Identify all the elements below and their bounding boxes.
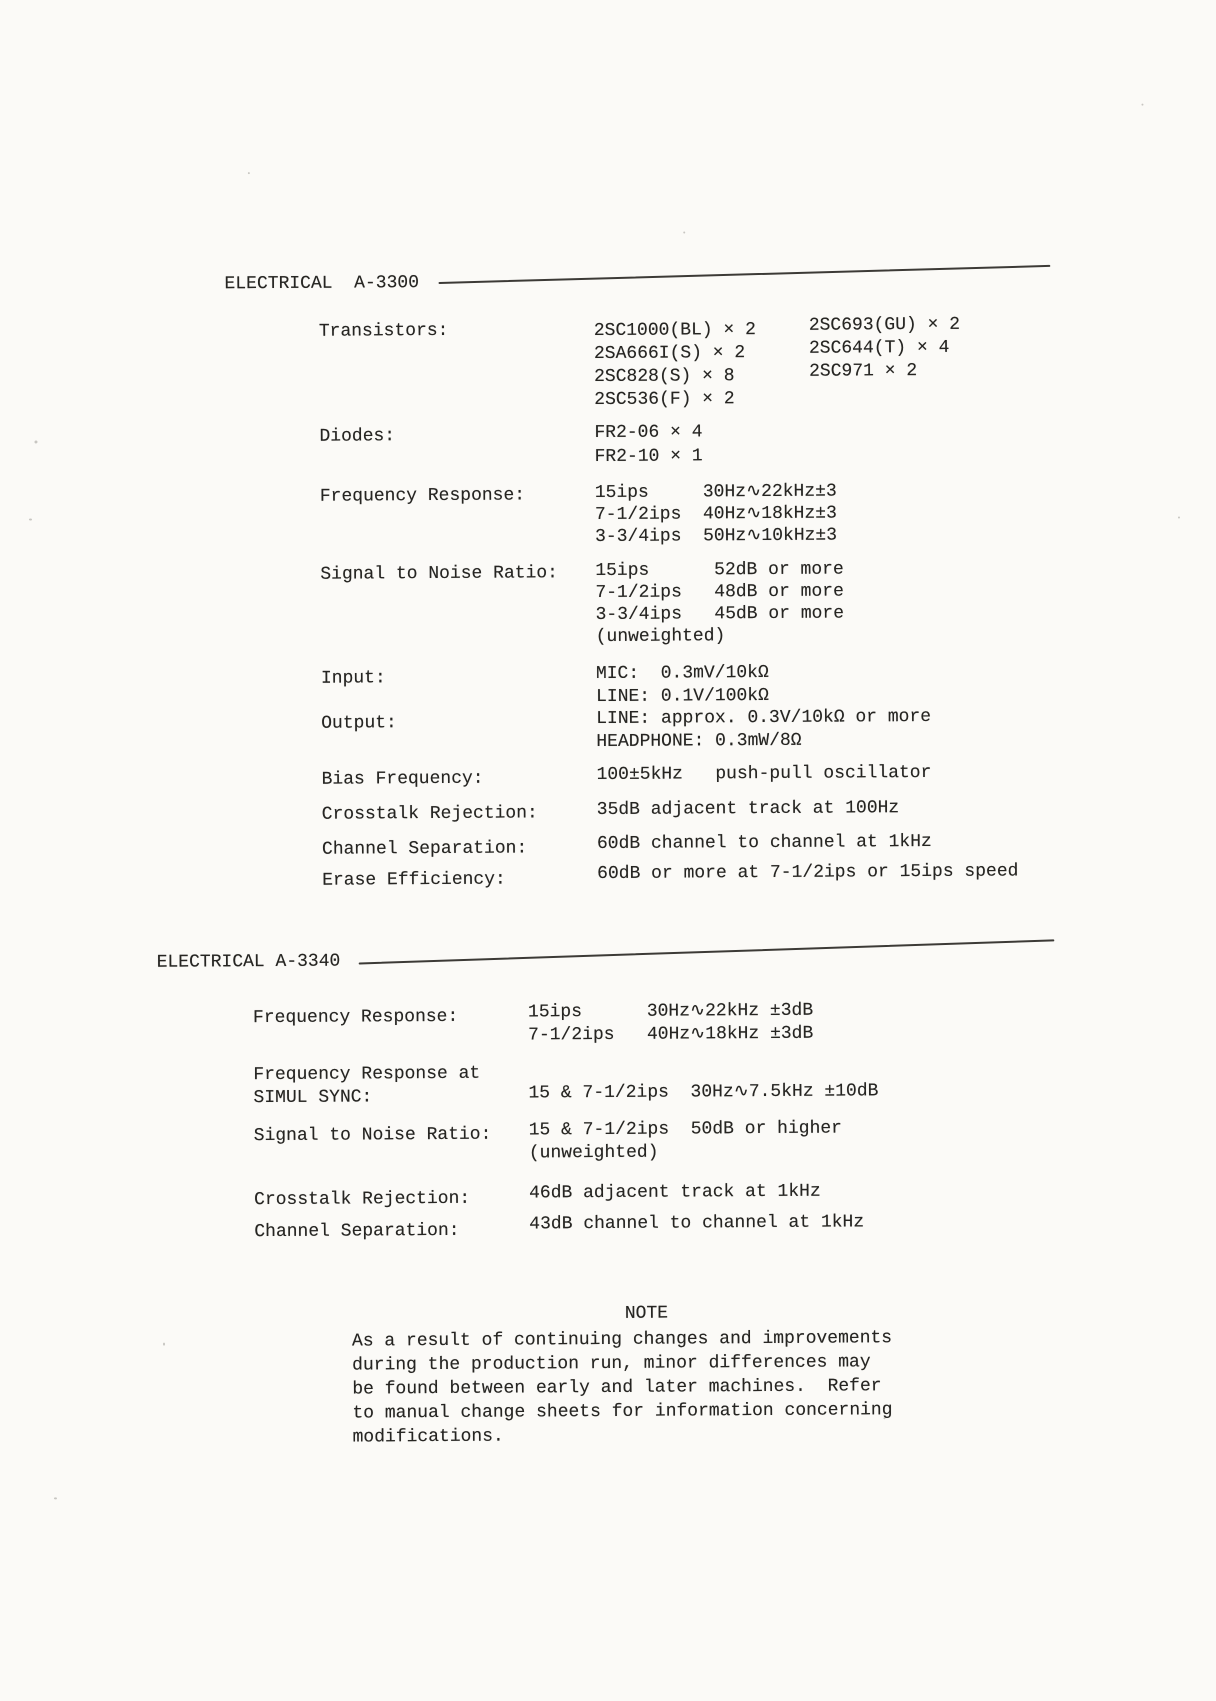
spec-line: 3-3/4ips 45dB or more [595, 603, 845, 626]
fr-simul-value: 15 & 7-1/2ips 30Hz∿7.5kHz ±10dB [528, 1081, 879, 1104]
spec-line: MIC: 0.3mV/10kΩ [595, 662, 769, 685]
frequency-response-label: Frequency Response: [319, 485, 526, 507]
crosstalk-rejection-value: 35dB adjacent track at 100Hz [596, 798, 900, 821]
transistor-item: 2SC644(T) × 4 [808, 337, 950, 359]
note-line: be found between early and later machines. Refer [352, 1376, 882, 1400]
spec-line: LINE: 0.1V/100kΩ [596, 685, 769, 708]
diode-item: FR2-06 × 4 [594, 422, 703, 444]
section-rule-a3300 [439, 265, 1051, 284]
scan-speck [54, 1497, 57, 1499]
bias-frequency-label: Bias Frequency: [321, 768, 484, 790]
output-values [596, 706, 931, 754]
erase-efficiency-label: Erase Efficiency: [322, 869, 506, 891]
scan-speck [1178, 516, 1180, 518]
spec-line: (unweighted) [528, 1142, 659, 1164]
label-line: SIMUL SYNC: [253, 1087, 373, 1109]
diodes-label: Diodes: [319, 426, 396, 447]
scan-speck [29, 518, 32, 520]
spec-line: 7-1/2ips 40Hz∿18kHz±3 [594, 503, 837, 526]
note-line: to manual change sheets for information concerning [352, 1400, 893, 1424]
spec-line: LINE: approx. 0.3V/10kΩ or more [596, 706, 932, 730]
section-title-a3300: ELECTRICAL A-3300 [224, 273, 420, 295]
label-line: Frequency Response at [253, 1063, 481, 1086]
scan-speck [883, 1417, 885, 1419]
transistors-label: Transistors: [318, 320, 449, 342]
scan-speck [1141, 104, 1143, 106]
transistor-item: 2SC693(GU) × 2 [808, 314, 961, 336]
note-line: during the production run, minor differences may [352, 1352, 871, 1376]
channel-separation-value: 60dB channel to channel at 1kHz [596, 831, 932, 855]
snr2-values [529, 1118, 843, 1166]
crosstalk2-value: 46dB adjacent track at 1kHz [529, 1181, 821, 1204]
scan-speck [34, 440, 37, 443]
spec-line: 15ips 30Hz∿22kHz±3 [594, 481, 837, 504]
transistors-column-1 [594, 319, 757, 412]
spec-line: HEADPHONE: 0.3mW/8Ω [596, 730, 802, 753]
note-paragraph [352, 1326, 893, 1449]
spec-line: 7-1/2ips 48dB or more [595, 581, 844, 604]
input-label: Input: [320, 668, 386, 689]
diodes-values [594, 420, 702, 469]
note-line: modifications. [352, 1426, 504, 1448]
scan-speck [163, 1343, 165, 1346]
transistor-item: 2SC828(S) × 8 [594, 366, 735, 388]
transistor-item: 2SC1000(BL) × 2 [593, 320, 756, 342]
crosstalk-rejection-label: Crosstalk Rejection: [321, 803, 538, 825]
transistor-item: 2SC536(F) × 2 [594, 389, 735, 411]
spec-line: 15ips 30Hz∿22kHz ±3dB [527, 1000, 814, 1023]
signal-to-noise-values [595, 559, 844, 649]
scan-speck [248, 172, 250, 174]
channel2-value: 43dB channel to channel at 1kHz [529, 1212, 865, 1235]
transistor-item: 2SA666I(S) × 2 [593, 343, 746, 365]
spec-line: (unweighted) [595, 626, 726, 648]
channel2-label: Channel Separation: [254, 1220, 460, 1243]
diode-item: FR2-10 × 1 [594, 446, 703, 468]
note-title: NOTE [624, 1303, 669, 1324]
scan-speck [683, 231, 685, 233]
spec-line: 15 & 7-1/2ips 50dB or higher [528, 1118, 843, 1141]
frequency-response-values [595, 481, 837, 548]
section-title-a3340: ELECTRICAL A-3340 [156, 951, 341, 973]
transistor-item: 2SC971 × 2 [809, 361, 918, 382]
spec-line: 15ips 52dB or more [595, 559, 844, 582]
transistors-column-2 [809, 314, 961, 384]
signal-to-noise-label: Signal to Noise Ratio: [320, 563, 559, 585]
spec-line: 3-3/4ips 50Hz∿10kHz±3 [595, 525, 838, 548]
channel-separation-label: Channel Separation: [321, 838, 528, 860]
snr2-label: Signal to Noise Ratio: [253, 1124, 492, 1147]
note-line: As a result of continuing changes and improvements [351, 1328, 893, 1352]
output-label: Output: [321, 713, 397, 734]
fr-simul-label [253, 1063, 480, 1110]
fr2-values [528, 1000, 813, 1048]
input-values [596, 662, 769, 709]
spec-line: 7-1/2ips 40Hz∿18kHz ±3dB [528, 1023, 814, 1046]
crosstalk2-label: Crosstalk Rejection: [254, 1188, 471, 1211]
section-rule-a3340 [359, 939, 1055, 964]
erase-efficiency-value: 60dB or more at 7-1/2ips or 15ips speed [597, 861, 1019, 885]
fr2-label: Frequency Response: [252, 1006, 459, 1029]
bias-frequency-value: 100±5kHz push-pull oscillator [596, 762, 932, 786]
